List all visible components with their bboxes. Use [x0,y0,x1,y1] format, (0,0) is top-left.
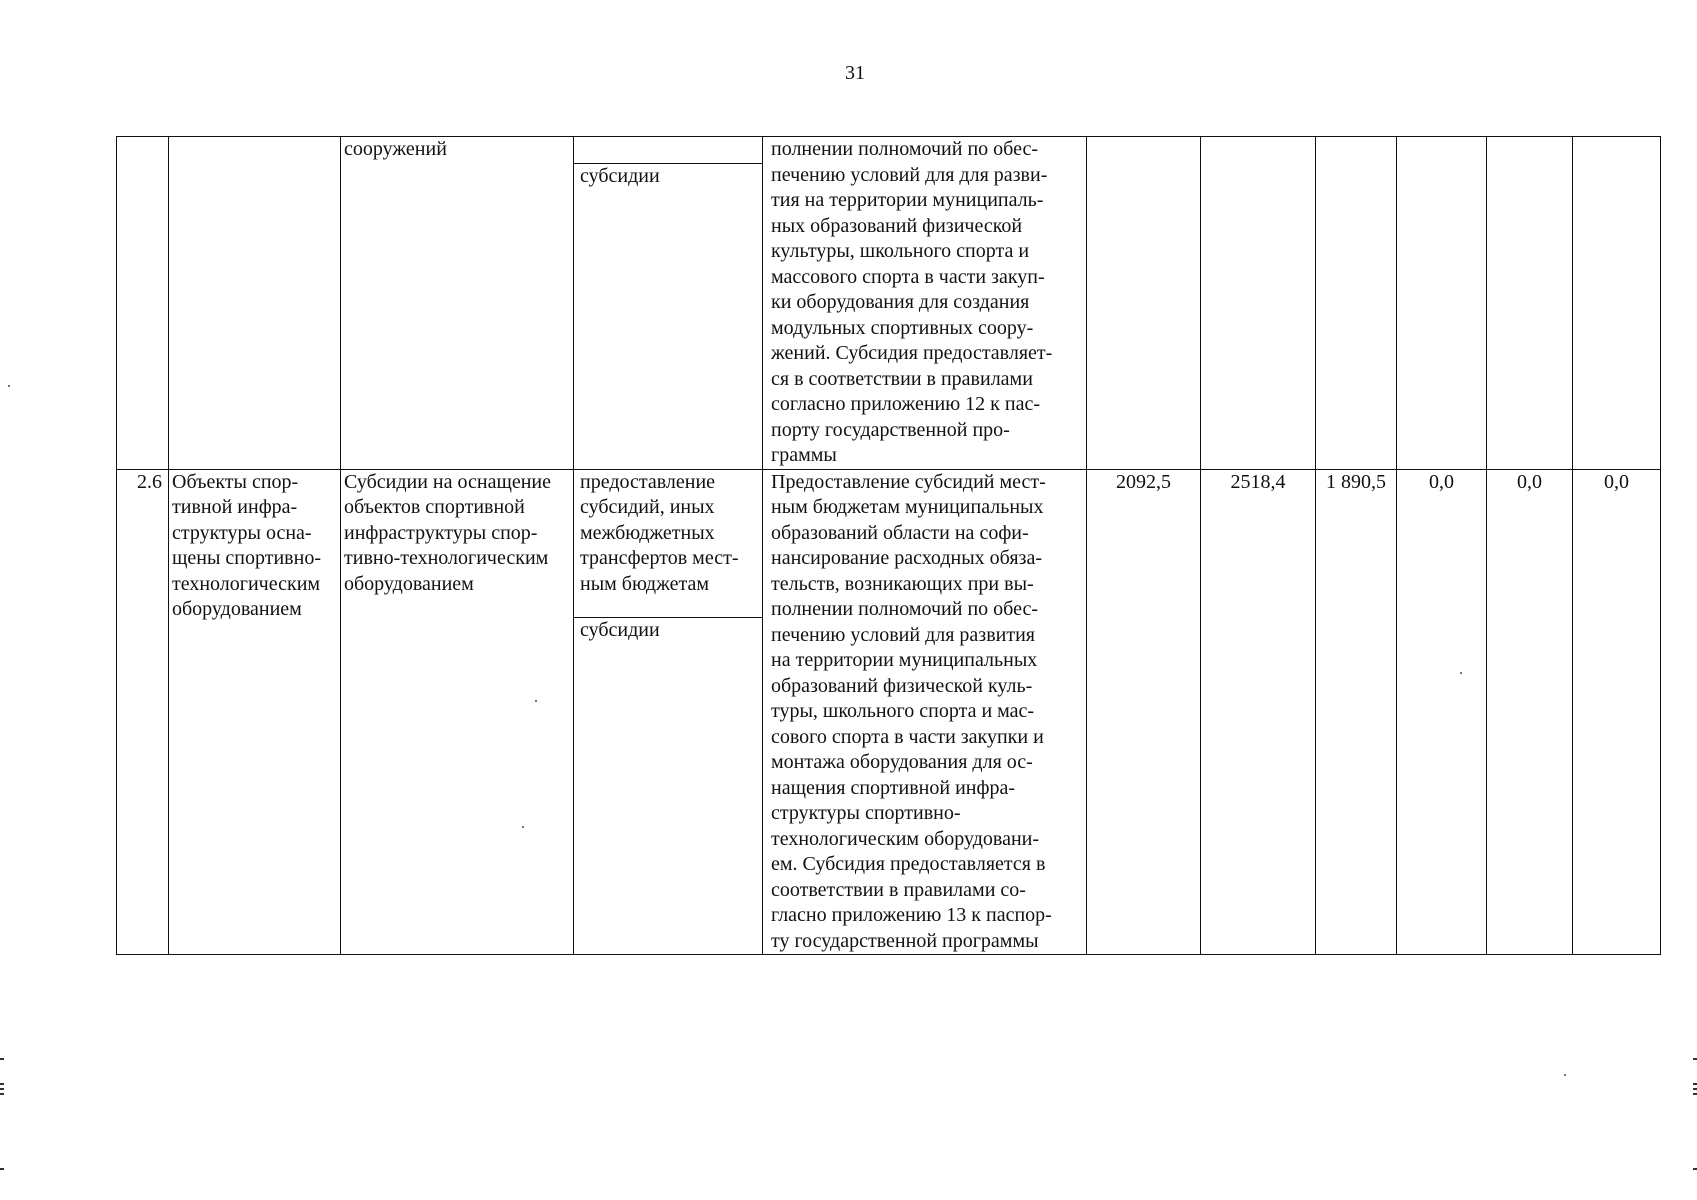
scan-edge-mark [0,1093,4,1095]
scan-edge-mark [0,1058,4,1060]
page-number: 31 [845,62,865,84]
method-bottom-cell: субсидии [574,163,763,469]
measure-cell: сооружений [341,137,574,470]
scan-edge-mark [0,1083,4,1085]
scan-speck [1564,1074,1566,1076]
scan-edge-mark [1693,1088,1697,1090]
method-top-cell: предоставление субсидий, иных межбюджетных трансфертов мест- ным бюджетам [574,469,763,618]
table-row [117,469,1661,618]
value-cell: 2092,5 [1087,469,1201,955]
value-cell [1087,137,1201,470]
scan-edge-mark [0,1168,4,1170]
scan-edge-mark [0,1088,4,1090]
scan-edge-mark [1693,1058,1697,1060]
table-row [117,137,1661,164]
scan-speck [1460,672,1462,674]
value-cell [1316,137,1397,470]
value-cell: 0,0 [1397,469,1487,955]
scan-edge-mark [1693,1083,1697,1085]
value-cell: 1 890,5 [1316,469,1397,955]
program-measures-table [116,136,1661,955]
scan-speck [522,826,524,828]
value-cell [1573,137,1661,470]
object-cell [169,137,341,470]
scan-edge-mark [1693,1093,1697,1095]
scan-edge-mark [1693,1168,1697,1170]
value-cell: 2518,4 [1201,469,1316,955]
value-cell: 0,0 [1573,469,1661,955]
description-cell: Предоставление субсидий мест- ным бюджетам муниципальных образований области на софи- нансирование расходных обяза- тельств, возникающих при вы- полнении полномочий по обес- печению условий для развития на территории муниципальных образований физической куль- туры, школьного спорта и мас- сового спорта в части закупки и монтажа оборудования для ос- нащения спортивной инфра- структуры спортивно- технологическим оборудовани- ем. Субсидия предоставляется в соответствии в правилами со- гласно приложению 13 к паспор- ту государственной программы [763,469,1087,955]
value-cell [1487,137,1573,470]
object-cell: Объекты спор- тивной инфра- структуры осна- щены спортивно- технологическим оборудованием [169,469,341,955]
value-cell: 0,0 [1487,469,1573,955]
value-cell [1201,137,1316,470]
row-id-cell [117,137,169,470]
method-bottom-cell: субсидии [574,618,763,955]
description-cell: полнении полномочий по обес- печению условий для для разви- тия на территории муниципаль- ных образований физической культуры, школьного спорта и массового спорта в части закуп- ки оборудования для создания модульных спортивных соору- жений. Субсидия предоставляет- ся в соответствии в правилами согласно приложению 12 к пас- порту государственной про- граммы [763,137,1087,470]
measure-cell: Субсидии на оснащение объектов спортивной инфраструктуры спор- тивно-технологическим оборудованием [341,469,574,955]
value-cell [1397,137,1487,470]
scan-speck [8,385,10,387]
scan-speck [535,700,537,702]
method-top-cell [574,137,763,164]
row-id-cell: 2.6 [117,469,169,955]
